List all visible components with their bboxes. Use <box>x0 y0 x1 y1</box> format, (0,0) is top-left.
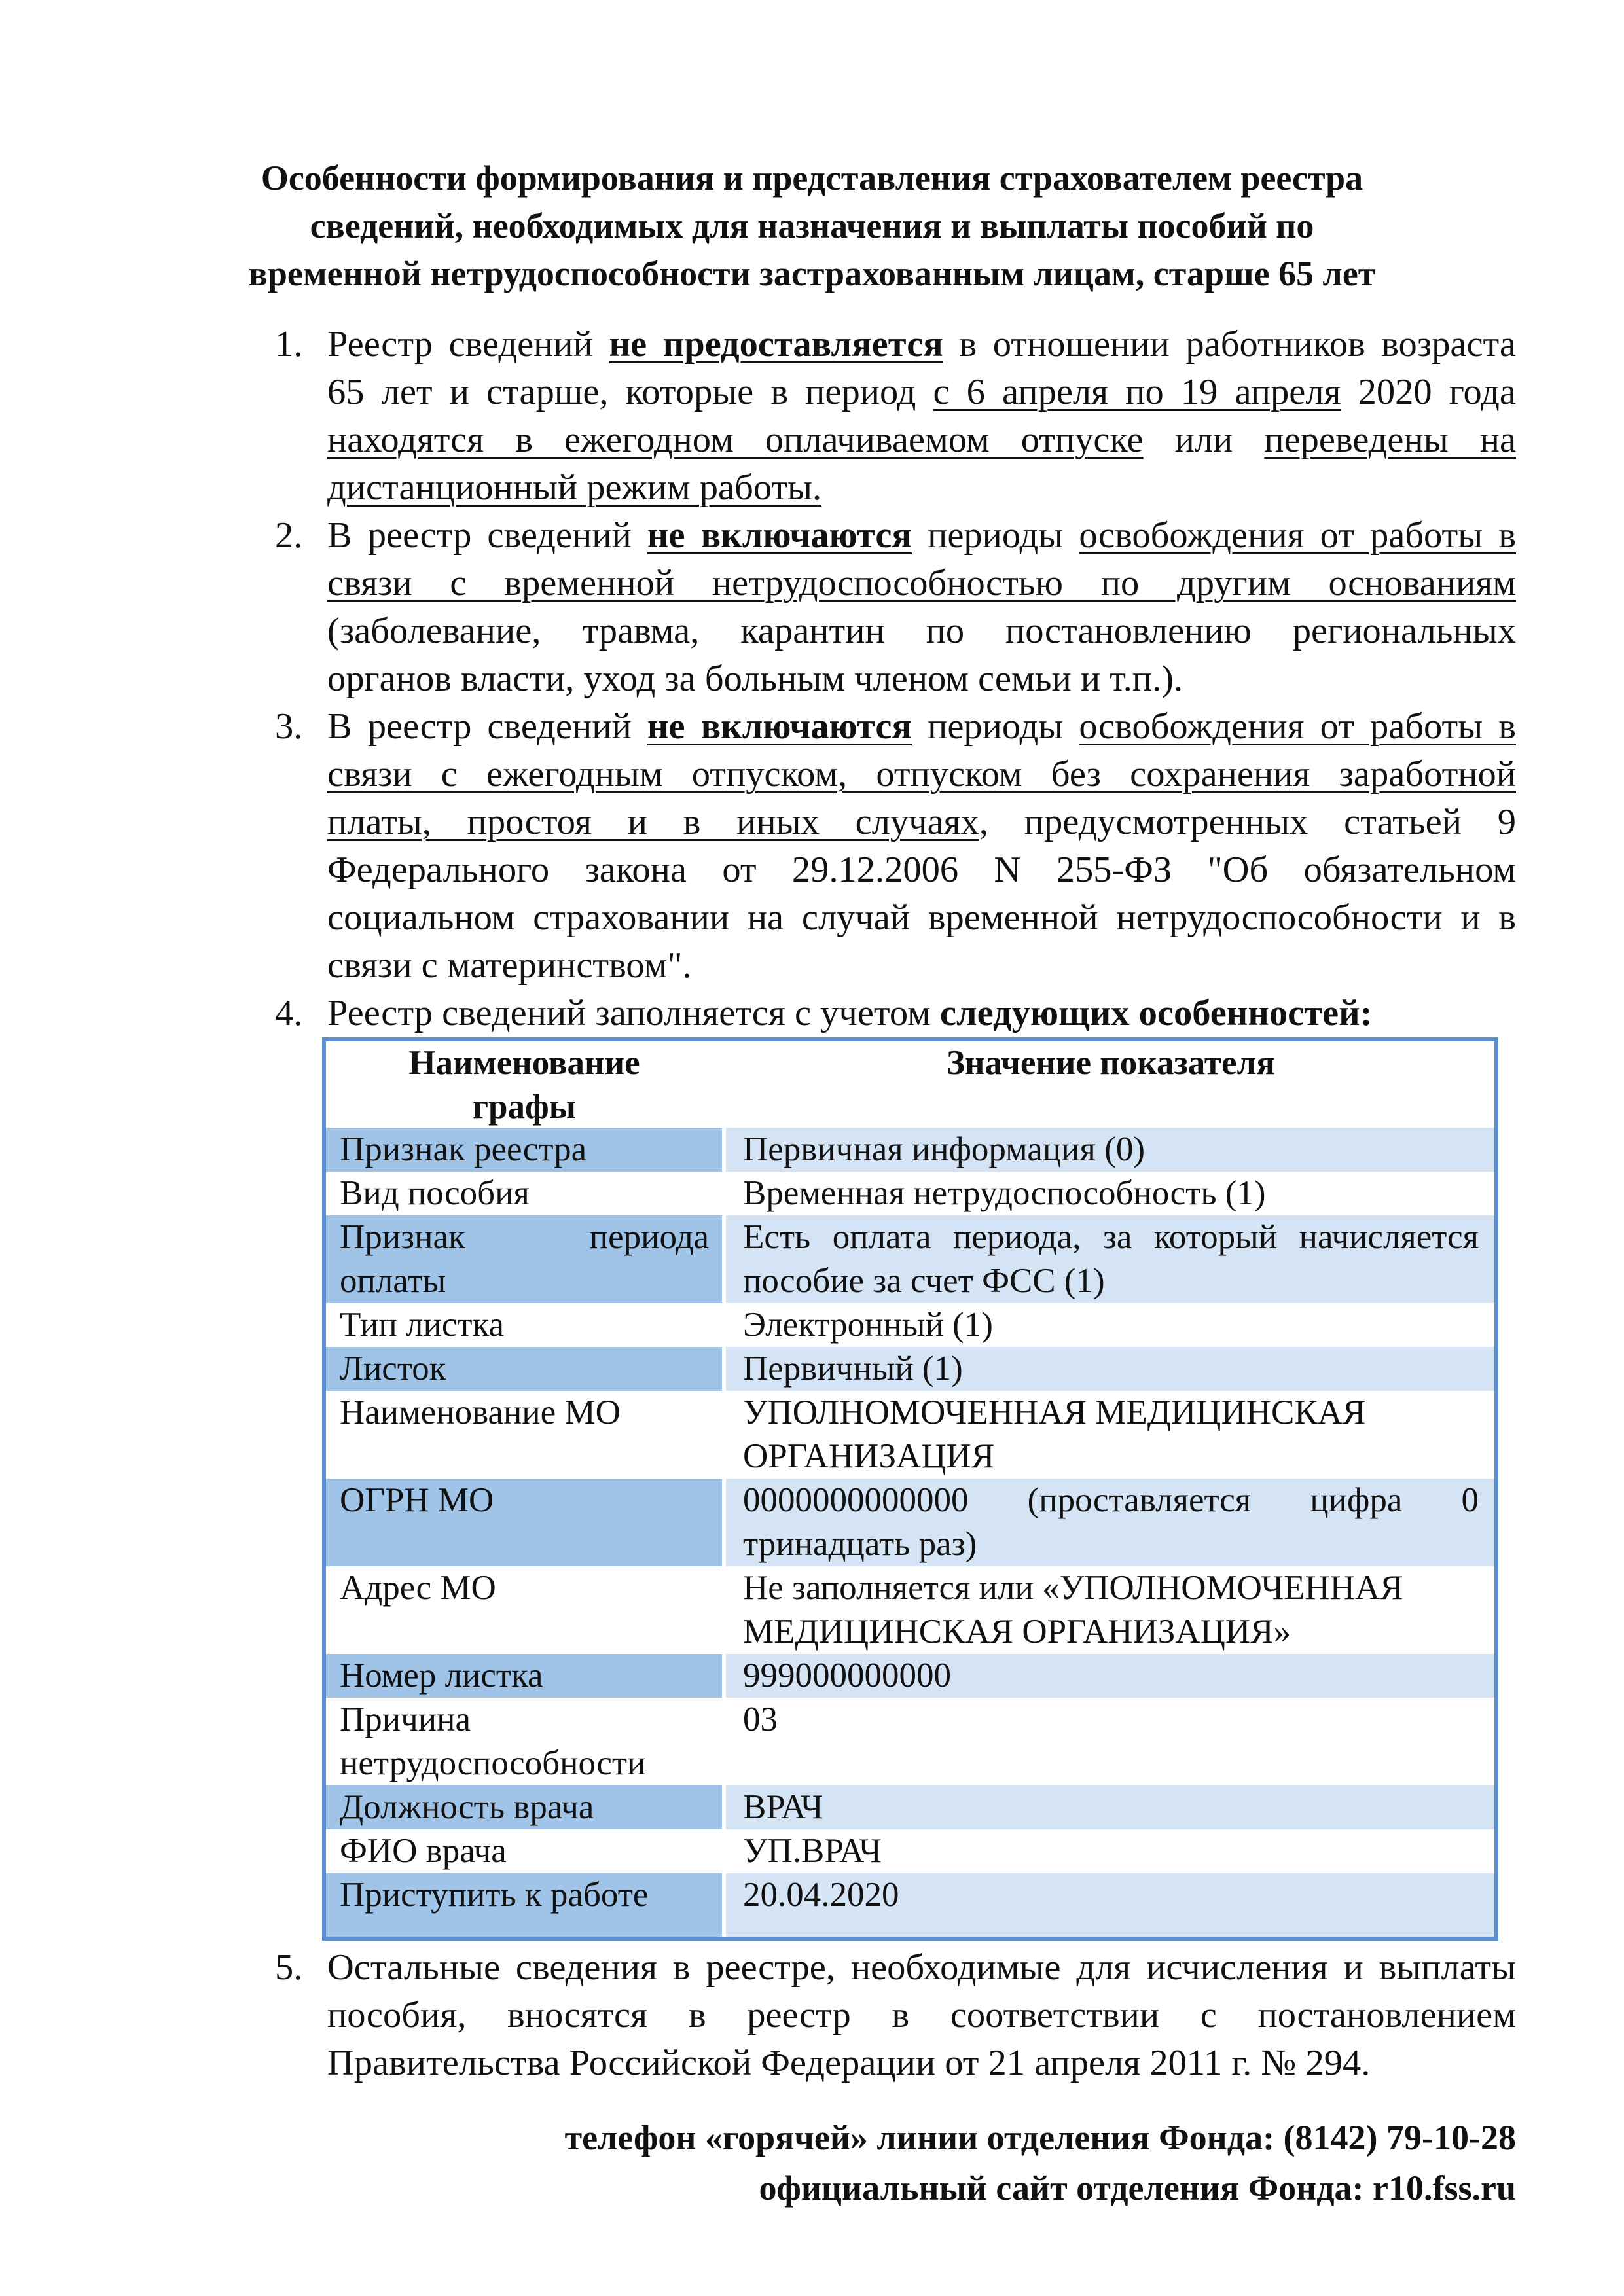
field-name-cell: Вид пособия <box>340 1174 530 1212</box>
text-run: или <box>1143 420 1265 460</box>
field-name-cell: ФИО врача <box>340 1832 507 1870</box>
text-run: периоды <box>912 515 1079 556</box>
cell-text: Есть оплата периода, за который начисляется <box>743 1218 1479 1256</box>
field-name-cell: Адрес МО <box>340 1569 496 1607</box>
cell-text: 0000000000000 (проставляется цифра 0 <box>743 1481 1479 1519</box>
text-line: связи с ежегодным отпуском, отпуском без сохранения заработной <box>327 754 1516 795</box>
text-run: периоды <box>912 706 1079 747</box>
item-number: 2. <box>275 515 303 556</box>
field-name-cell <box>326 1698 722 1785</box>
cell-text: Признак периода <box>340 1218 709 1256</box>
table-row <box>326 1654 1494 1698</box>
cell-text: Причина <box>340 1700 471 1738</box>
text-run: В реестр сведений <box>327 706 647 747</box>
underlined-text: платы, простоя и в иных случаях <box>327 802 979 842</box>
text-line: дистанционный режим работы. <box>327 467 822 508</box>
underlined-text: переведены на <box>1264 420 1517 460</box>
emphasis-text: не включаются <box>647 515 912 556</box>
cell-text: оплаты <box>340 1262 446 1300</box>
field-name-cell: Номер листка <box>326 1654 722 1698</box>
field-value-cell: Первичная информация (0) <box>726 1128 1494 1172</box>
table-row <box>326 1215 1494 1303</box>
text-run: в отношении работников возраста <box>943 324 1516 365</box>
cell-text: Не заполняется или «УПОЛНОМОЧЕННАЯ <box>743 1569 1403 1607</box>
document-title <box>0 154 1624 298</box>
underlined-text: с 6 апреля по 19 апреля <box>933 372 1341 412</box>
text-line <box>327 703 1516 751</box>
text-line <box>327 416 1516 464</box>
cell-text: пособие за счет ФСС (1) <box>743 1262 1105 1300</box>
cell-text: ОРГАНИЗАЦИЯ <box>743 1437 995 1475</box>
item-number: 4. <box>275 993 303 1033</box>
title-line: Особенности формирования и представления страхователем реестра <box>261 158 1363 198</box>
field-value-cell: Электронный (1) <box>743 1306 993 1344</box>
field-name-cell: Листок <box>326 1347 722 1391</box>
table-row <box>326 1128 1494 1172</box>
field-value-cell <box>726 1215 1494 1303</box>
table-row <box>326 1698 1494 1785</box>
table-row <box>326 1873 1494 1937</box>
cell-text: нетрудоспособности <box>340 1744 646 1782</box>
field-name-cell: Признак реестра <box>326 1128 722 1172</box>
item-number: 3. <box>275 706 303 747</box>
table-row <box>326 1566 1494 1654</box>
underlined-text: находятся в ежегодном оплачиваемом отпуске <box>327 420 1144 460</box>
text-line: связи с материнством". <box>327 945 692 986</box>
text-run: В реестр сведений <box>327 515 647 556</box>
field-value-cell: УП.ВРАЧ <box>743 1832 882 1870</box>
official-site: официальный сайт отделения Фонда: r10.fss.ru <box>759 2168 1516 2208</box>
title-line: сведений, необходимых для назначения и выплаты пособий по <box>310 206 1314 245</box>
title-line: временной нетрудоспособности застрахованным лицам, старше 65 лет <box>248 254 1376 293</box>
table-row <box>326 1347 1494 1391</box>
cell-text: УПОЛНОМОЧЕННАЯ МЕДИЦИНСКАЯ <box>743 1393 1366 1431</box>
list-item-4 <box>275 990 1516 1037</box>
field-name-cell: Приступить к работе <box>326 1873 722 1937</box>
text-line: органов власти, уход за больным членом семьи и т.п.). <box>327 658 1183 699</box>
item-number: 5. <box>275 1947 303 1988</box>
text-line: пособия, вносятся в реестр в соответствии с постановлением <box>327 1995 1516 2036</box>
text-line: Правительства Российской Федерации от 21 апреля 2011 г. № 294. <box>327 2043 1371 2083</box>
field-value-cell <box>726 1479 1494 1566</box>
table-row <box>326 1391 1494 1479</box>
field-name-cell: ОГРН МО <box>326 1479 722 1566</box>
header-cell: Значение показателя <box>947 1044 1275 1082</box>
header-cell <box>326 1041 722 1128</box>
table-row <box>326 1829 1494 1873</box>
cell-text: МЕДИЦИНСКАЯ ОРГАНИЗАЦИЯ» <box>743 1613 1291 1651</box>
table-header-row <box>326 1041 1494 1128</box>
field-name-cell: Тип листка <box>340 1306 504 1344</box>
cell-text: тринадцать раз) <box>743 1525 977 1563</box>
text-line <box>327 990 1516 1037</box>
bold-text: следующих особенностей: <box>939 993 1373 1033</box>
contact-footer <box>565 2113 1516 2214</box>
underlined-text: освобождения от работы в <box>1079 706 1516 747</box>
text-line <box>327 368 1516 416</box>
field-value-cell <box>726 1391 1494 1479</box>
field-value-cell: Первичный (1) <box>726 1347 1494 1391</box>
item-number: 1. <box>275 324 303 365</box>
field-value-cell: 999000000000 <box>726 1654 1494 1698</box>
field-value-cell: 20.04.2020 <box>726 1873 1494 1937</box>
field-name-cell: Наименование МО <box>340 1393 621 1431</box>
text-line: связи с временной нетрудоспособностью по другим основаниям <box>327 563 1516 603</box>
field-value-cell: Временная нетрудоспособность (1) <box>743 1174 1266 1212</box>
emphasis-text: не предоставляется <box>609 324 943 365</box>
list-item-5 <box>275 1944 1516 2087</box>
text-line <box>327 321 1516 368</box>
underlined-text: освобождения от работы в <box>1079 515 1516 556</box>
text-run: 65 лет и старше, которые в период <box>327 372 933 412</box>
text-run: , предусмотренных статьей 9 <box>979 802 1516 842</box>
text-line: (заболевание, травма, карантин по постановлению региональных <box>327 611 1516 651</box>
table-row <box>326 1785 1494 1829</box>
text-line <box>327 512 1516 560</box>
hotline-phone: телефон «горячей» линии отделения Фонда: (8142) 79-10-28 <box>564 2118 1516 2157</box>
text-line: Остальные сведения в реестре, необходимые для исчисления и выплаты <box>327 1947 1516 1988</box>
list-item-1 <box>275 321 1517 512</box>
text-line: Федерального закона от 29.12.2006 N 255-ФЗ "Об обязательном <box>327 850 1516 890</box>
registry-fields-table <box>322 1037 1498 1941</box>
table-row <box>326 1303 1494 1347</box>
table-row <box>326 1479 1494 1566</box>
text-run: 2020 года <box>1341 372 1516 412</box>
field-value-cell: 03 <box>743 1700 778 1738</box>
list-item-3 <box>275 703 1516 990</box>
header-text: Наименование <box>408 1044 640 1082</box>
table-row <box>326 1172 1494 1215</box>
field-name-cell <box>326 1215 722 1303</box>
emphasis-text: не включаются <box>647 706 912 747</box>
text-line: социальном страховании на случай временной нетрудоспособности и в <box>327 897 1516 938</box>
header-text: графы <box>472 1088 577 1126</box>
field-name-cell: Должность врача <box>326 1785 722 1829</box>
text-run: Реестр сведений <box>327 324 609 365</box>
field-value-cell <box>726 1566 1494 1654</box>
field-value-cell: ВРАЧ <box>726 1785 1494 1829</box>
list-item-2 <box>275 512 1516 703</box>
text-run: Реестр сведений заполняется с учетом <box>327 993 940 1033</box>
text-line <box>327 798 1516 846</box>
